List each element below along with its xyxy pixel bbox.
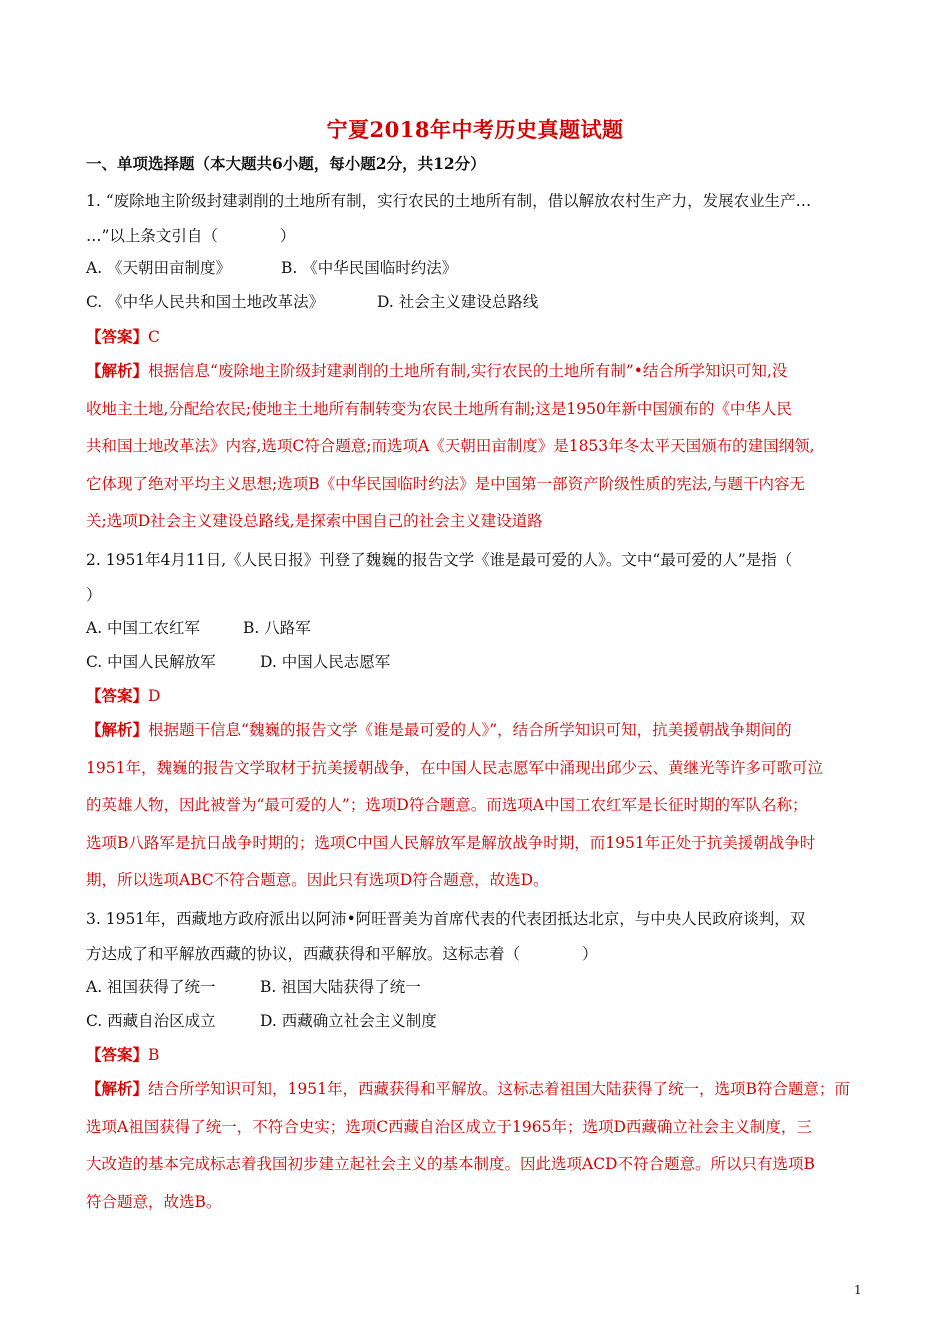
answer-value: B xyxy=(148,1046,160,1064)
options-row xyxy=(86,1004,866,1038)
page-title: 宁夏2018年中考历史真题试题 xyxy=(326,117,624,142)
answer-value: D xyxy=(148,687,161,705)
options-row xyxy=(86,970,866,1004)
analysis-line: 选项B八路军是抗日战争时期的；选项C中国人民解放军是解放战争时期，而1951年正处于抗美援朝战争时 xyxy=(86,833,816,852)
analysis-line: 符合题意，故选B。 xyxy=(86,1192,222,1211)
option-a: A. 《天朝田亩制度》 xyxy=(86,259,232,277)
answer-value: C xyxy=(148,328,160,346)
analysis-line: 【解析】根据信息“废除地主阶级封建剥削的土地所有制,实行农民的土地所有制”•结合所学知识可知,没 xyxy=(86,361,788,380)
answer-label: 【答案】 xyxy=(86,327,149,346)
option-a: A. 中国工农红军 xyxy=(86,619,201,637)
analysis-3 xyxy=(86,1070,866,1221)
option-d: D. 中国人民志愿军 xyxy=(260,653,391,671)
option-c: C. 西藏自治区成立 xyxy=(86,1012,216,1030)
analysis-line: 【解析】结合所学知识可知，1951年，西藏获得和平解放。这标志着祖国大陆获得了统一，选项B符合题意；而 xyxy=(86,1079,850,1098)
analysis-line: 共和国土地改革法》内容,选项C符合题意;而选项A《天朝田亩制度》是1853年冬太平天国颁布的建国纲领, xyxy=(86,437,815,455)
options-row xyxy=(86,611,866,645)
option-a: A. 祖国获得了统一 xyxy=(86,978,216,996)
question-3 xyxy=(86,902,866,972)
question-1-options xyxy=(86,251,866,319)
option-b: B. 《中华民国临时约法》 xyxy=(281,259,458,277)
analysis-line: 它体现了绝对平均主义思想;选项B《中华民国临时约法》是中国第一部资产阶级性质的宪法,与题干内容无 xyxy=(86,474,806,493)
option-d: D. 社会主义建设总路线 xyxy=(377,293,539,311)
option-b: B. 八路军 xyxy=(243,619,311,637)
analysis-label: 【解析】 xyxy=(86,720,149,739)
question-3-options xyxy=(86,970,866,1038)
question-2-line-2: ） xyxy=(86,586,102,604)
analysis-line: 期，所以选项ABC不符合题意。因此只有选项D符合题意，故选D。 xyxy=(86,871,549,889)
question-3-line-1: 3. 1951年，西藏地方政府派出以阿沛•阿旺晋美为首席代表的代表团抵达北京，与中央人民政府谈判，双 xyxy=(86,910,806,928)
page-number: 1 xyxy=(854,1283,862,1297)
analysis-line: 关;选项D社会主义建设总路线,是探索中国自己的社会主义建设道路 xyxy=(86,512,543,530)
analysis-line: 【解析】根据题干信息“魏巍的报告文学《谁是最可爱的人》”，结合所学知识可知，抗美援朝战争期间的 xyxy=(86,720,792,739)
answer-3 xyxy=(86,1038,866,1072)
answer-label: 【答案】 xyxy=(86,686,149,705)
section-heading: 一、单项选择题（本大题共6小题，每小题2分，共12分） xyxy=(86,154,486,173)
answer-label: 【答案】 xyxy=(86,1045,149,1064)
answer-2 xyxy=(86,679,866,713)
analysis-line: 的英雄人物，因此被誉为“最可爱的人”；选项D符合题意。而选项A中国工农红军是长征时期的军队名称； xyxy=(86,796,808,814)
question-3-line-2: 方达成了和平解放西藏的协议，西藏获得和平解放。这标志着（ ） xyxy=(86,945,598,963)
analysis-line: 大改造的基本完成标志着我国初步建立起社会主义的基本制度。因此选项ACD不符合题意。所以只有选项B xyxy=(86,1155,815,1173)
question-1-line-2: …”以上条文引自（ ） xyxy=(86,227,296,245)
analysis-label: 【解析】 xyxy=(86,361,149,380)
analysis-line: 收地主土地,分配给农民;使地主土地所有制转变为农民土地所有制;这是1950年新中国颁布的《中华人民 xyxy=(86,399,792,418)
option-c: C. 中国人民解放军 xyxy=(86,653,216,671)
options-row xyxy=(86,251,866,285)
analysis-line: 1951年，魏巍的报告文学取材于抗美援朝战争，在中国人民志愿军中涌现出邱少云、黄继光等许多可歌可泣 xyxy=(86,758,823,777)
option-b: B. 祖国大陆获得了统一 xyxy=(260,978,421,996)
analysis-label: 【解析】 xyxy=(86,1079,149,1098)
question-2-options xyxy=(86,611,866,679)
option-c: C. 《中华人民共和国土地改革法》 xyxy=(86,293,325,311)
analysis-1 xyxy=(86,352,866,541)
options-row xyxy=(86,645,866,679)
option-d: D. 西藏确立社会主义制度 xyxy=(260,1012,437,1030)
question-1 xyxy=(86,184,866,254)
options-row xyxy=(86,285,866,319)
analysis-2 xyxy=(86,711,866,900)
analysis-line: 选项A祖国获得了统一，不符合史实；选项C西藏自治区成立于1965年；选项D西藏确立社会主义制度，三 xyxy=(86,1117,812,1136)
question-2-line-1: 2. 1951年4月11日,《人民日报》刊登了魏巍的报告文学《谁是最可爱的人》。文中“最可爱的人”是指（ xyxy=(86,551,793,569)
question-1-line-1: 1. “废除地主阶级封建剥削的土地所有制，实行农民的土地所有制，借以解放农村生产力，发展农业生产… xyxy=(86,192,812,210)
answer-1 xyxy=(86,320,866,354)
question-2 xyxy=(86,543,866,613)
